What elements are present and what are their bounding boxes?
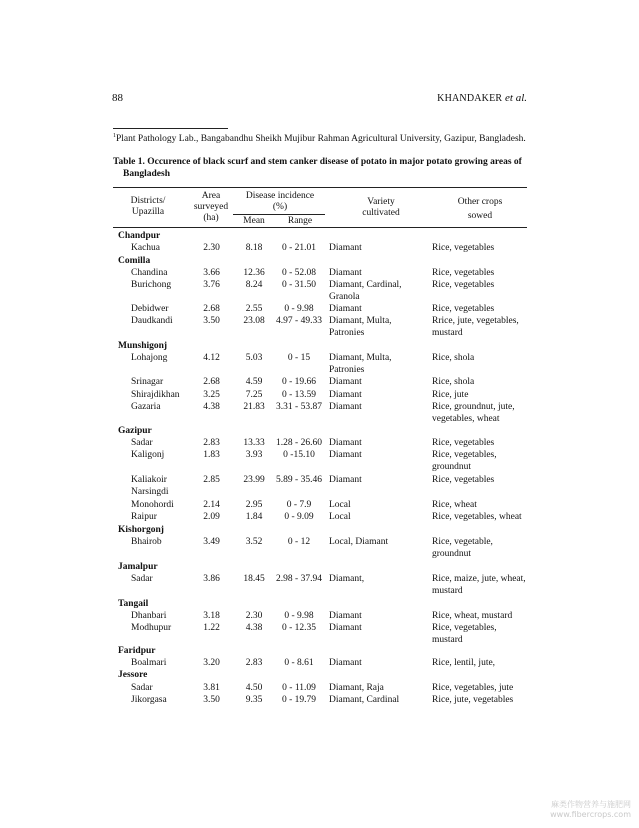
mean-cell: 23.08: [243, 316, 265, 326]
upazilla-name: Chandina: [131, 268, 168, 278]
variety-cell: Diamant: [329, 438, 362, 448]
variety-cell: Diamant: [329, 623, 362, 633]
upazilla-name: Kaliakoir Narsingdi: [131, 475, 169, 497]
mean-cell: 8.24: [245, 280, 263, 290]
header-crops-line2: sowed: [467, 211, 493, 221]
crops-cell: Rice, maize, jute, wheat, mustard: [432, 574, 526, 596]
mean-cell: 2.30: [245, 611, 263, 621]
crops-cell: Rice, jute, vegetables: [432, 695, 514, 705]
variety-cell: Diamant, Cardinal, Granola: [329, 280, 402, 302]
variety-cell: Diamant: [329, 390, 362, 400]
region-name: Kishorgonj: [118, 525, 164, 535]
area-cell: 3.50: [203, 695, 220, 705]
header-variety-line2: cultivated: [362, 208, 400, 218]
mean-cell: 2.95: [245, 500, 263, 510]
variety-cell: Local: [329, 500, 351, 510]
mean-cell: 3.52: [245, 537, 263, 547]
footnote-mark: 1: [113, 132, 116, 139]
watermark-line2: www.fibercrops.com: [550, 810, 631, 819]
area-cell: 2.68: [203, 377, 220, 387]
upazilla-name: Raipur: [131, 512, 157, 522]
upazilla-name: Srinagar: [131, 377, 164, 387]
mean-cell: 12.36: [243, 268, 265, 278]
variety-cell: Diamant, Cardinal: [329, 695, 400, 705]
crops-cell: Rice, groundnut, jute, vegetables, wheat: [432, 402, 515, 424]
header-crops-line1: Other crops: [457, 197, 503, 207]
range-cell: 0 - 52.08: [281, 268, 317, 278]
range-cell: 0 - 9.98: [284, 611, 314, 621]
range-cell: 0 - 13.59: [281, 390, 317, 400]
region-name: Tangail: [118, 599, 149, 609]
region-name: Munshigonj: [118, 341, 168, 351]
region-name: Jamalpur: [118, 562, 158, 572]
mean-cell: 7.25: [245, 390, 263, 400]
variety-cell: Diamant: [329, 304, 362, 314]
range-cell: 0 - 12: [287, 537, 311, 547]
area-cell: 1.22: [203, 623, 220, 633]
range-cell: 4.97 - 49.33: [276, 316, 322, 326]
region-name: Gazipur: [118, 426, 152, 436]
mean-cell: 4.59: [245, 377, 263, 387]
header-incidence-line1: Disease incidence: [245, 191, 315, 201]
variety-cell: Diamant: [329, 268, 362, 278]
upazilla-name: Shirajdikhan: [131, 390, 180, 400]
crops-cell: Rice, shola: [432, 353, 475, 363]
table-caption-line1: Table 1. Occurence of black scurf and stem canker disease of potato in major potato growing areas of: [113, 157, 522, 167]
header-variety: [345, 197, 417, 219]
page-number: 88: [112, 92, 123, 104]
table-header-rule: [113, 227, 527, 228]
header-area: [190, 191, 232, 224]
header-districts-line2: Upazilla: [131, 207, 165, 217]
crops-cell: Rice, lentil, jute,: [432, 658, 496, 668]
upazilla-name: Bhairob: [131, 537, 162, 547]
variety-cell: Diamant: [329, 402, 362, 412]
crops-cell: Rice, vegetable, groundnut: [432, 537, 493, 559]
upazilla-name: Kachua: [131, 243, 161, 253]
range-cell: 0 - 31.50: [281, 280, 317, 290]
range-cell: 0 - 9.09: [284, 512, 314, 522]
header-incidence: [233, 191, 327, 213]
area-cell: 2.09: [203, 512, 220, 522]
variety-cell: Diamant: [329, 450, 362, 460]
header-variety-line1: Variety: [367, 197, 395, 207]
upazilla-name: Daudkandi: [131, 316, 173, 326]
range-cell: 0 - 12.35: [281, 623, 317, 633]
mean-cell: 8.18: [245, 243, 263, 253]
table-caption-line2: Bangladesh: [123, 169, 170, 179]
crops-cell: Rice, jute: [432, 390, 469, 400]
variety-cell: Local: [329, 512, 351, 522]
area-cell: 3.25: [203, 390, 220, 400]
header-area-line1: Area: [201, 191, 221, 201]
range-cell: 0 - 19.79: [281, 695, 317, 705]
area-cell: 3.49: [203, 537, 220, 547]
variety-cell: Diamant: [329, 658, 362, 668]
upazilla-name: Boalmari: [131, 658, 167, 668]
mean-cell: 9.35: [245, 695, 263, 705]
upazilla-name: Sadar: [131, 574, 153, 584]
upazilla-name: Burichong: [131, 280, 172, 290]
header-incidence-line2: (%): [272, 202, 288, 212]
watermark-line1: 麻类作物营养与施肥网: [551, 800, 631, 809]
area-cell: 4.38: [203, 402, 220, 412]
upazilla-name: Gazaria: [131, 402, 161, 412]
range-cell: 0 - 19.66: [281, 377, 317, 387]
range-cell: 0 - 9.98: [284, 304, 314, 314]
header-area-line3: (ha): [203, 213, 219, 223]
upazilla-name: Jikorgasa: [131, 695, 167, 705]
header-mean: Mean: [243, 216, 265, 226]
variety-cell: Diamant: [329, 611, 362, 621]
crops-cell: Rice, vegetables, groundnut: [432, 450, 497, 472]
mean-cell: 2.83: [245, 658, 263, 668]
area-cell: 1.83: [203, 450, 220, 460]
running-head-author: KHANDAKER: [437, 93, 503, 104]
upazilla-name: Lohajong: [131, 353, 168, 363]
range-cell: 1.28 - 26.60: [276, 438, 322, 448]
running-head-etal: et al.: [505, 92, 527, 104]
footnote-text: Plant Pathology Lab., Bangabandhu Sheikh Mujibur Rahman Agricultural University, Gazipur, Bangladesh.: [116, 134, 526, 144]
footnote-rule: [113, 128, 228, 129]
upazilla-name: Debidwer: [131, 304, 169, 314]
mean-cell: 5.03: [245, 353, 263, 363]
area-cell: 2.85: [203, 475, 220, 485]
crops-cell: Rice, wheat: [432, 500, 477, 510]
upazilla-name: Modhupur: [131, 623, 172, 633]
range-cell: 2.98 - 37.94: [276, 574, 322, 584]
variety-cell: Local, Diamant: [329, 537, 389, 547]
mean-cell: 2.55: [245, 304, 263, 314]
watermark: [550, 800, 631, 820]
crops-cell: Rice, vegetables, mustard: [432, 623, 497, 645]
crops-cell: Rice, vegetables: [432, 475, 495, 485]
crops-cell: Rice, wheat, mustard: [432, 611, 513, 621]
range-cell: 3.31 - 53.87: [276, 402, 322, 412]
running-head: [437, 92, 527, 104]
range-cell: 0 - 8.61: [284, 658, 314, 668]
incidence-header-rule: [233, 214, 325, 215]
area-cell: 2.30: [203, 243, 220, 253]
crops-cell: Rrice, jute, vegetables, mustard: [432, 316, 519, 338]
region-name: Jessore: [118, 670, 148, 680]
mean-cell: 18.45: [243, 574, 265, 584]
upazilla-name: Kaligonj: [131, 450, 165, 460]
range-cell: 0 -15.10: [283, 450, 315, 460]
header-area-line2: surveyed: [193, 202, 229, 212]
range-cell: 0 - 7.9: [286, 500, 312, 510]
area-cell: 2.83: [203, 438, 220, 448]
header-crops: [440, 195, 520, 223]
variety-cell: Diamant: [329, 475, 362, 485]
mean-cell: 21.83: [243, 402, 265, 412]
variety-cell: Diamant, Multa, Patronies: [329, 353, 392, 375]
region-name: Comilla: [118, 256, 151, 266]
area-cell: 3.18: [203, 611, 220, 621]
crops-cell: Rice, shola: [432, 377, 475, 387]
region-name: Chandpur: [118, 231, 161, 241]
crops-cell: Rice, vegetables: [432, 268, 495, 278]
area-cell: 3.86: [203, 574, 220, 584]
variety-cell: Diamant, Raja: [329, 683, 384, 693]
header-districts: [113, 196, 183, 218]
mean-cell: 1.84: [245, 512, 263, 522]
crops-cell: Rice, vegetables: [432, 280, 495, 290]
area-cell: 4.12: [203, 353, 220, 363]
area-cell: 2.14: [203, 500, 220, 510]
area-cell: 3.76: [203, 280, 220, 290]
crops-cell: Rice, vegetables, jute: [432, 683, 514, 693]
table-caption: [113, 156, 531, 180]
region-name: Faridpur: [118, 646, 156, 656]
range-cell: 0 - 15: [287, 353, 311, 363]
crops-cell: Rice, vegetables, wheat: [432, 512, 522, 522]
area-cell: 3.81: [203, 683, 220, 693]
variety-cell: Diamant,: [329, 574, 365, 584]
mean-cell: 4.50: [245, 683, 263, 693]
crops-cell: Rice, vegetables: [432, 243, 495, 253]
area-cell: 3.66: [203, 268, 220, 278]
crops-cell: Rice, vegetables: [432, 438, 495, 448]
crops-cell: Rice, vegetables: [432, 304, 495, 314]
mean-cell: 3.93: [245, 450, 263, 460]
mean-cell: 13.33: [243, 438, 265, 448]
upazilla-name: Sadar: [131, 683, 153, 693]
range-cell: 5.89 - 35.46: [276, 475, 322, 485]
mean-cell: 23.99: [243, 475, 265, 485]
upazilla-name: Sadar: [131, 438, 153, 448]
range-cell: 0 - 11.09: [282, 683, 316, 693]
variety-cell: Diamant: [329, 243, 362, 253]
header-districts-line1: Districts/: [130, 196, 166, 206]
variety-cell: Diamant, Multa, Patronies: [329, 316, 392, 338]
header-range: Range: [287, 216, 313, 226]
upazilla-name: Dhanbari: [131, 611, 167, 621]
area-cell: 3.50: [203, 316, 220, 326]
variety-cell: Diamant: [329, 377, 362, 387]
area-cell: 2.68: [203, 304, 220, 314]
range-cell: 0 - 21.01: [281, 243, 317, 253]
area-cell: 3.20: [203, 658, 220, 668]
mean-cell: 4.38: [245, 623, 263, 633]
table-top-rule: [113, 187, 527, 188]
footnote: [113, 133, 527, 145]
upazilla-name: Monohordi: [131, 500, 174, 510]
